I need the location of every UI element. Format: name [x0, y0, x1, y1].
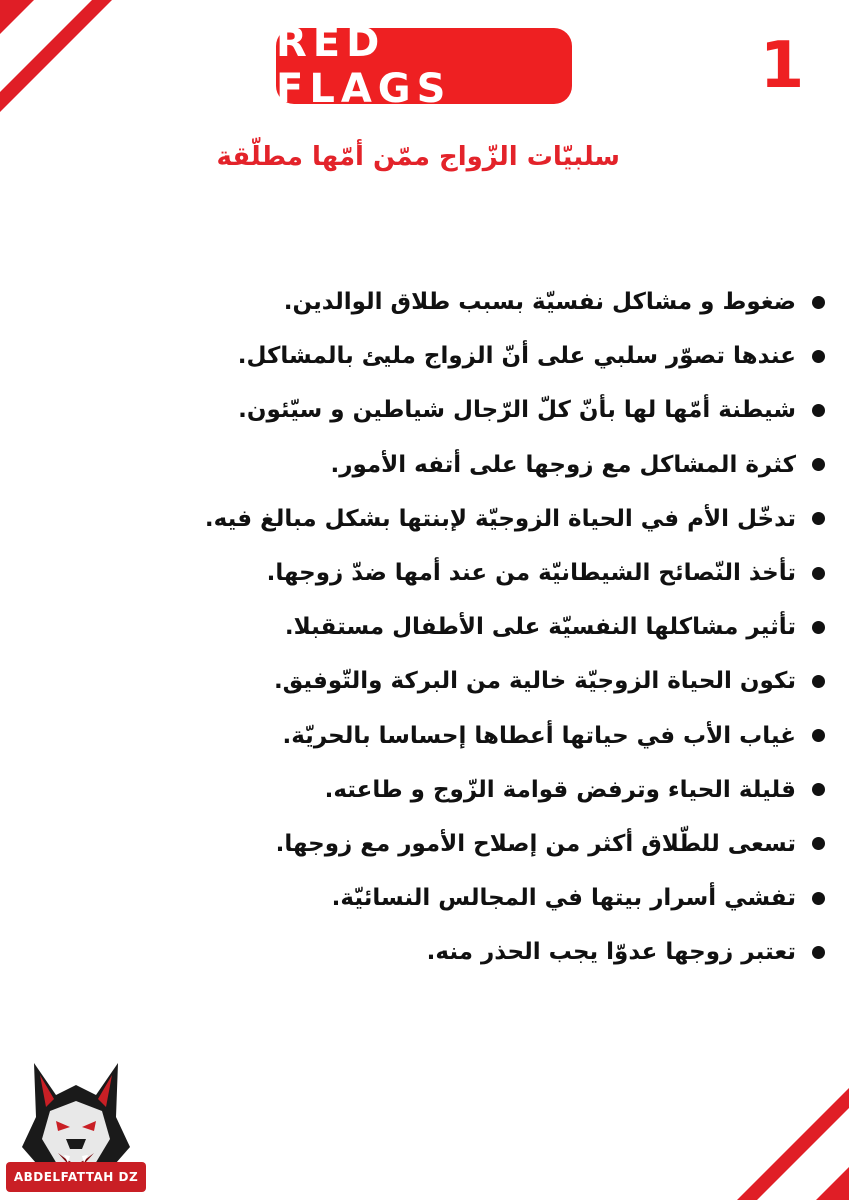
bullet-icon — [812, 512, 825, 525]
bullet-icon — [812, 350, 825, 363]
corner-stripe-top-left — [0, 0, 125, 125]
list-item — [100, 763, 825, 817]
list-item-text: قليلة الحياء وترفض قوامة الزّوج و طاعته. — [324, 776, 796, 803]
list-item-text: تعتبر زوجها عدوّا يجب الحذر منه. — [426, 939, 796, 966]
list-item — [100, 709, 825, 763]
page-number: 1 — [759, 29, 805, 103]
bullet-icon — [812, 404, 825, 417]
list-item-text: غياب الأب في حياتها أعطاها إحساسا بالحريّة. — [282, 722, 796, 749]
list-item — [100, 383, 825, 437]
list-item-text: شيطنة أمّها لها بأنّ كلّ الرّجال شياطين و سيّئون. — [238, 397, 796, 424]
bullet-icon — [812, 837, 825, 850]
bullet-icon — [812, 892, 825, 905]
list-item — [100, 925, 825, 979]
logo-label — [6, 1162, 146, 1192]
list-item — [100, 654, 825, 708]
red-flags-list — [100, 275, 825, 979]
list-item — [100, 329, 825, 383]
list-item-text: تسعى للطّلاق أكثر من إصلاح الأمور مع زوجها. — [275, 830, 796, 857]
list-item — [100, 546, 825, 600]
list-item-text: عندها تصوّر سلبي على أنّ الزواج مليئ بالمشاكل. — [237, 343, 796, 370]
list-item-text: كثرة المشاكل مع زوجها على أتفه الأمور. — [330, 451, 796, 478]
header-title: RED FLAGS — [276, 20, 452, 112]
list-item-text: تدخّل الأم في الحياة الزوجيّة لإبنتها بشكل مبالغ فيه. — [204, 505, 796, 532]
bullet-icon — [812, 675, 825, 688]
list-item-text: ضغوط و مشاكل نفسيّة بسبب طلاق الوالدين. — [283, 289, 796, 316]
list-item — [100, 817, 825, 871]
list-item-text: تفشي أسرار بيتها في المجالس النسائيّة. — [331, 885, 796, 912]
subtitle: سلبيّات الزّواج ممّن أمّها مطلّقة — [216, 142, 620, 172]
list-item-text: تأثير مشاكلها النفسيّة على الأطفال مستقبلا. — [284, 614, 796, 641]
list-item — [100, 275, 825, 329]
bullet-icon — [812, 567, 825, 580]
bullet-icon — [812, 621, 825, 634]
bullet-icon — [812, 783, 825, 796]
corner-stripe-bottom-right — [724, 1075, 849, 1200]
list-item — [100, 600, 825, 654]
bullet-icon — [812, 946, 825, 959]
logo-text: ABDELFATTAH DZ — [13, 1170, 139, 1184]
list-item — [100, 492, 825, 546]
list-item — [100, 438, 825, 492]
list-item-text: تكون الحياة الزوجيّة خالية من البركة والتّوفيق. — [273, 668, 796, 695]
bullet-icon — [812, 729, 825, 742]
list-item — [100, 871, 825, 925]
header-pill — [276, 20, 572, 112]
bullet-icon — [812, 458, 825, 471]
bullet-icon — [812, 296, 825, 309]
list-item-text: تأخذ النّصائح الشيطانيّة من عند أمها ضدّ زوجها. — [266, 560, 796, 587]
